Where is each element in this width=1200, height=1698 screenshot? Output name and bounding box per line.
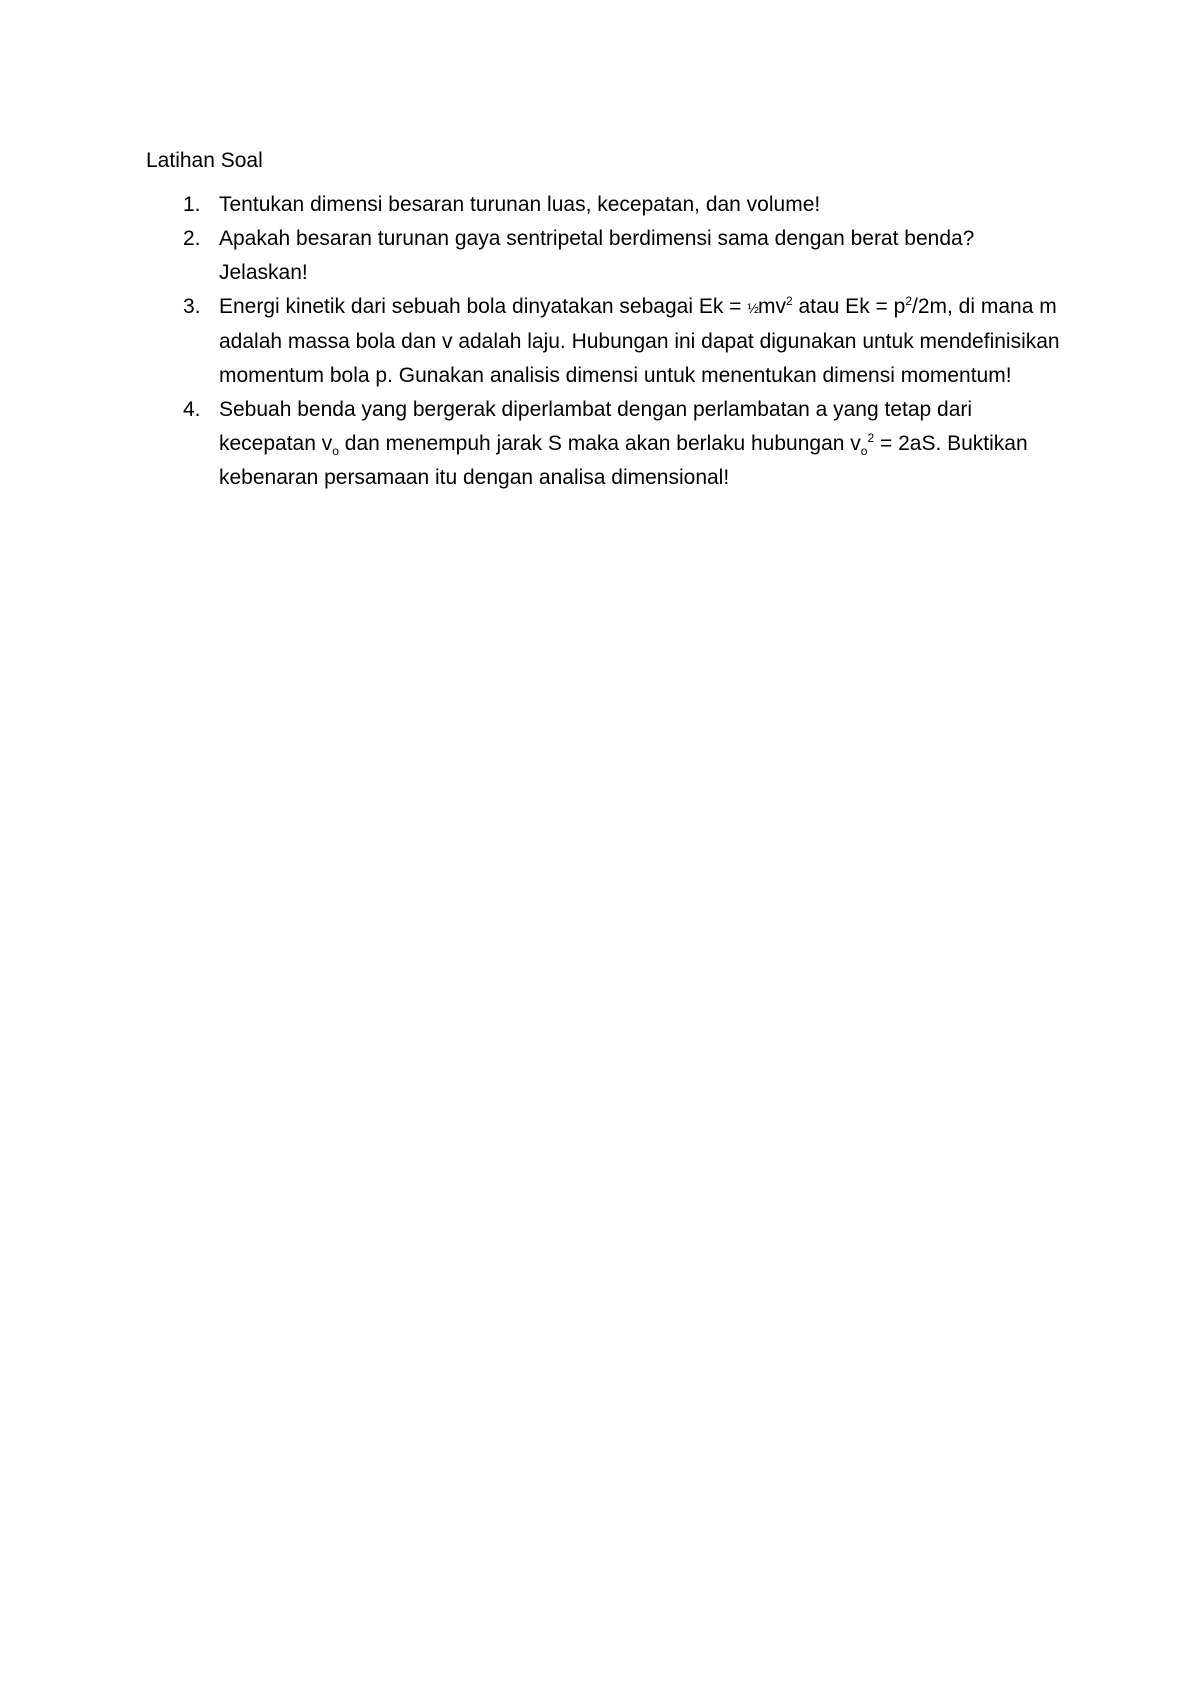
question-text-part: atau Ek = p [792,295,906,318]
question-number: 3. [183,295,201,318]
subscript: o [860,444,868,459]
subscript: o [332,444,339,459]
question-item-4 [146,393,1066,495]
question-item-1 [146,188,1066,222]
question-text-part: /2m, di mana m adalah massa bola dan v adalah laju. Hubungan ini dapat digunakan untuk mendefinisikan momentum bola p. Gunakan analisis dimensi untuk menentukan dimensi momentum! [219,295,1060,387]
question-text-part: = 2aS. Buktikan kebenaran persamaan itu dengan analisa dimensional! [219,432,1028,489]
half-fraction: ½ [747,300,758,316]
superscript: 2 [905,294,912,308]
question-list [146,188,1066,495]
question-text-part: Sebuah benda yang bergerak diperlambat dengan perlambatan a yang tetap dari kecepatan v [219,398,973,455]
question-item-3 [146,290,1066,393]
question-text-part: mv [757,295,786,318]
question-number: 4. [183,398,201,421]
question-item-2 [146,222,1066,290]
question-text-part: Energi kinetik dari sebuah bola dinyatakan sebagai Ek = [219,295,748,318]
document-title: Latihan Soal [146,149,263,172]
question-text: Tentukan dimensi besaran turunan luas, kecepatan, dan volume! [219,193,821,216]
superscript: 2 [867,431,875,445]
document-content [146,144,1066,495]
question-number: 2. [183,227,201,250]
superscript: 2 [785,294,793,308]
question-text-part: dan menempuh jarak S maka akan berlaku hubungan v [338,432,861,455]
question-number: 1. [183,193,201,216]
question-text: Apakah besaran turunan gaya sentripetal berdimensi sama dengan berat benda? Jelaskan! [219,227,975,284]
